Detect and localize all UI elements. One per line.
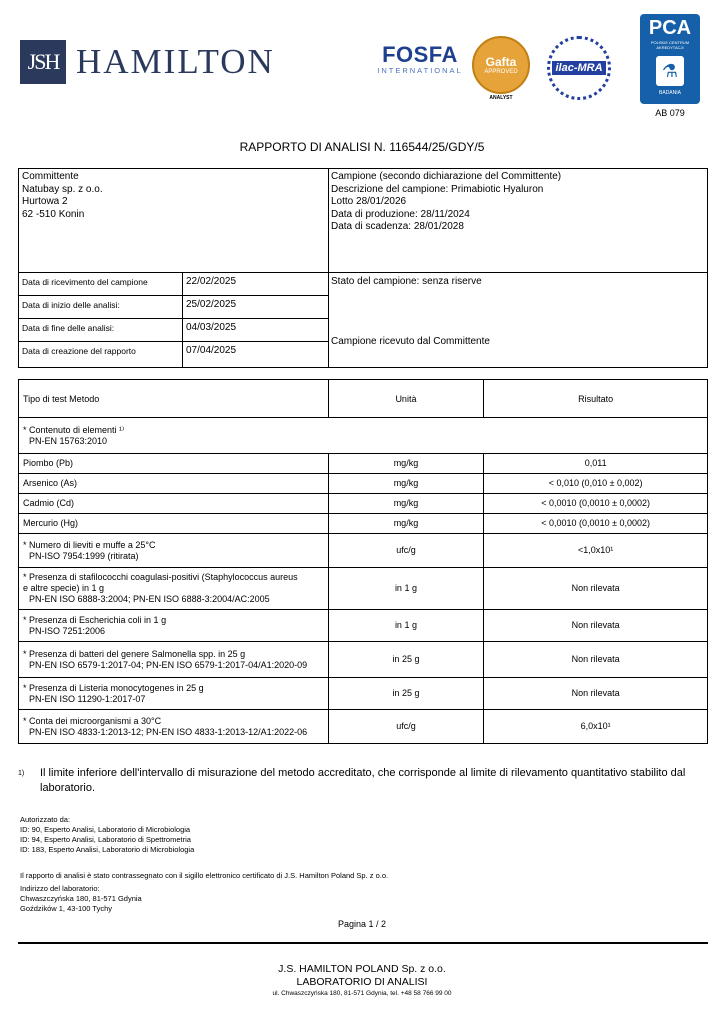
authorized-line: ID: 183, Esperto Analisi, Laboratorio di Microbiologia: [20, 845, 195, 854]
analyte-unit: mg/kg: [328, 474, 484, 494]
date-value: 25/02/2025: [186, 299, 237, 310]
pca-badania: BADANIA: [659, 90, 681, 96]
authorized-label: Autorizzato da:: [20, 815, 71, 824]
analyte-name: Piombo (Pb): [19, 454, 329, 474]
sample-received: Campione ricevuto dal Committente: [331, 336, 490, 347]
flask-icon: ⚗: [656, 56, 684, 86]
test-name-cell: [19, 710, 329, 744]
test-unit: in 25 g: [328, 678, 484, 710]
sample-label: Campione (secondo dichiarazione del Committente): [331, 171, 562, 182]
analyte-result: < 0,010 (0,010 ± 0,002): [484, 474, 708, 494]
page-number: Pagina 1 / 2: [337, 919, 387, 929]
address-label: Indirizzo del laboratorio:: [20, 884, 100, 893]
seal-note: Il rapporto di analisi è stato contrassegnato con il sigillo elettronico certificato di J.S. Hamilton Poland Sp. z o.o.: [20, 871, 389, 880]
analyte-unit: mg/kg: [328, 454, 484, 474]
footer: [0, 963, 724, 999]
footnote-mark: 1): [18, 770, 25, 777]
test-name: * Numero di lieviti e muffe a 25°C: [23, 539, 156, 550]
test-name-cont: e altre specie) in 1 g: [23, 583, 105, 593]
analyte-name: Arsenico (As): [19, 474, 329, 494]
test-unit: in 1 g: [328, 568, 484, 610]
test-unit: ufc/g: [328, 534, 484, 568]
date-label: Data di inizio delle analisi:: [22, 300, 120, 310]
test-name-cell: [19, 568, 329, 610]
hamilton-logo-word: HAMILTON: [76, 42, 275, 81]
analyte-name: Cadmio (Cd): [19, 494, 329, 514]
footnote: [18, 766, 708, 796]
column-header-result: Risultato: [484, 380, 708, 418]
gafta-badge: [472, 36, 530, 94]
table-row: [19, 568, 708, 610]
test-method: PN-EN ISO 4833-1:2013-12; PN-EN ISO 4833-1:2013-12/A1:2022-06: [29, 726, 308, 737]
test-result: <1,0x10¹: [484, 534, 708, 568]
fosfa-logo: [374, 44, 466, 76]
date-value: 07/04/2025: [186, 345, 237, 356]
footer-divider: [18, 942, 708, 944]
test-result: Non rilevata: [484, 678, 708, 710]
group-title-cell: [19, 418, 708, 454]
table-row: [19, 710, 708, 744]
client-city: 62 -510 Konin: [22, 208, 85, 220]
table-row-group-elements: [19, 418, 708, 454]
group-method: PN-EN 15763:2010: [29, 435, 108, 446]
test-name-cell: [19, 534, 329, 568]
footer-company: J.S. HAMILTON POLAND Sp. z o.o.: [278, 963, 446, 975]
table-row: [19, 678, 708, 710]
date-label: Data di fine delle analisi:: [22, 323, 115, 333]
sample-lot: Lotto 28/01/2026: [331, 196, 407, 207]
hamilton-logo: [20, 40, 275, 84]
test-name-cell: [19, 642, 329, 678]
test-name-cell: [19, 678, 329, 710]
seal-section: [20, 871, 388, 914]
footer-lab: LABORATORIO DI ANALISI: [296, 976, 428, 988]
table-row: [19, 534, 708, 568]
table-row: [19, 642, 708, 678]
date-label: Data di creazione del rapporto: [22, 346, 136, 356]
column-header-method: Tipo di test Metodo: [19, 380, 329, 418]
ilac-seal: [547, 36, 611, 100]
authorized-line: ID: 90, Esperto Analisi, Laboratorio di Microbiologia: [20, 825, 191, 834]
test-unit: ufc/g: [328, 710, 484, 744]
pca-main: PCA: [648, 17, 692, 39]
analyte-unit: mg/kg: [328, 494, 484, 514]
test-method: PN-ISO 7954:1999 (ritirata): [29, 550, 139, 561]
address-line: Goździków 1, 43-100 Tychy: [20, 904, 112, 913]
test-name: * Presenza di batteri del genere Salmonella spp. in 25 g: [23, 648, 246, 659]
client-section: [22, 171, 103, 221]
analyte-result: 0,011: [484, 454, 708, 474]
sample-state: Stato del campione: senza riserve: [331, 276, 482, 287]
analyte-result: < 0,0010 (0,0010 ± 0,0002): [484, 514, 708, 534]
authorized-line: ID: 94, Esperto Analisi, Laboratorio di Spettrometria: [20, 835, 191, 844]
report-title: RAPPORTO DI ANALISI N. 116544/25/GDY/5: [239, 140, 485, 154]
gafta-name: Gafta: [485, 55, 517, 69]
ilac-text: ilac-MRA: [552, 61, 605, 75]
table-row: [19, 514, 708, 534]
pca-logo: [640, 14, 700, 104]
client-street: Hurtowa 2: [22, 196, 68, 207]
test-result: Non rilevata: [484, 568, 708, 610]
table-row: [19, 474, 708, 494]
date-value: 22/02/2025: [186, 276, 237, 287]
accreditation-code: AB 079: [655, 108, 685, 118]
footer-address: ul. Chwaszczyńska 180, 81-571 Gdynia, tel. +48 58 766 99 00: [272, 990, 452, 997]
analyte-name: Mercurio (Hg): [19, 514, 329, 534]
fosfa-logo-sub: INTERNATIONAL: [377, 66, 463, 75]
sample-expiry-date: Data di scadenza: 28/01/2028: [331, 221, 464, 232]
sample-production-date: Data di produzione: 28/11/2024: [331, 208, 470, 220]
gafta-approved: APPROVED: [484, 69, 518, 75]
client-label: Committente: [22, 171, 79, 182]
table-row: [19, 454, 708, 474]
ilac-mra-logo: [542, 36, 616, 100]
test-method: PN-EN ISO 6888-3:2004; PN-EN ISO 6888-3:2004/AC:2005: [29, 594, 270, 604]
test-method: PN-ISO 7251:2006: [29, 625, 106, 636]
table-row: [19, 494, 708, 514]
test-result: 6,0x10¹: [484, 710, 708, 744]
sample-section: [331, 171, 561, 234]
pca-sub: POLSKIE CENTRUM AKREDYTACJI: [650, 40, 690, 50]
date-label: Data di ricevimento del campione: [22, 277, 148, 287]
test-unit: in 1 g: [328, 610, 484, 642]
table-row: [19, 610, 708, 642]
authorized-by: [20, 815, 194, 855]
test-name: * Conta dei microorganismi a 30°C: [23, 715, 162, 726]
test-unit: in 25 g: [328, 642, 484, 678]
analyte-result: < 0,0010 (0,0010 ± 0,0002): [484, 494, 708, 514]
footnote-text: Il limite inferiore dell'intervallo di misurazione del metodo accreditato, che corrisponde al limite di rilevamento quantitativo stabilito dal laboratorio.: [40, 767, 686, 794]
test-name: * Presenza di Escherichia coli in 1 g: [23, 614, 167, 625]
group-title: * Contenuto di elementi ¹⁾: [23, 424, 125, 435]
test-name: * Presenza di Listeria monocytogenes in 25 g: [23, 682, 204, 693]
fosfa-logo-main: FOSFA: [382, 42, 458, 67]
column-header-unit: Unità: [328, 380, 484, 418]
test-name-cell: [19, 610, 329, 642]
table-header-row: [19, 380, 708, 418]
results-table: [18, 379, 708, 744]
jsh-logo-mark: JSH: [20, 40, 66, 84]
address-line: Chwaszczyńska 180, 81-571 Gdynia: [20, 894, 142, 903]
test-result: Non rilevata: [484, 642, 708, 678]
info-box: [18, 168, 708, 368]
gafta-analyst: ANALYST: [489, 95, 513, 101]
test-method: PN-EN ISO 6579-1:2017-04; PN-EN ISO 6579-1:2017-04/A1:2020-09: [29, 659, 308, 670]
client-name: Natubay sp. z o.o.: [22, 183, 103, 195]
analyte-unit: mg/kg: [328, 514, 484, 534]
test-method: PN-EN ISO 11290-1:2017-07: [29, 693, 146, 704]
gafta-logo: [472, 36, 530, 100]
test-name: * Presenza di stafilococchi coagulasi-positivi (Staphylococcus aureus: [23, 572, 298, 582]
test-result: Non rilevata: [484, 610, 708, 642]
sample-description: Descrizione del campione: Primabiotic Hyaluron: [331, 183, 544, 195]
date-value: 04/03/2025: [186, 322, 237, 333]
